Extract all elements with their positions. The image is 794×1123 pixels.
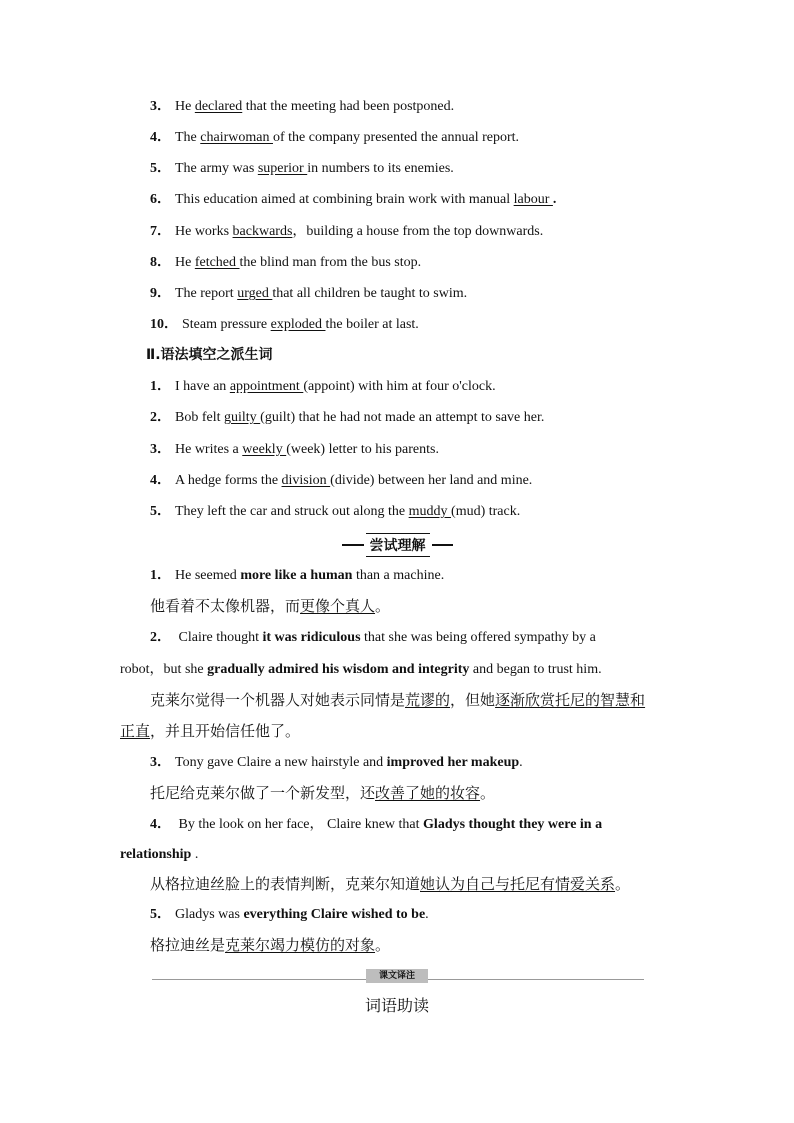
banner-label: 尝试理解 (366, 533, 430, 557)
try-sentence-4b: relationship . (120, 847, 199, 862)
vocab-line-8: 8． He fetched the blind man from the bus stop. (150, 255, 422, 270)
answer-blank: chairwoman (200, 130, 273, 145)
vocab-line-6: 6． This education aimed at combining brain work with manual labour . (150, 192, 557, 207)
try-sentence-4a: 4． By the look on her face， Claire knew that Gladys thought they were in a (150, 817, 603, 832)
vocab-line-3: 3． He declared that the meeting had been postponed. (150, 99, 455, 114)
item-number: 5． (150, 161, 171, 176)
answer-blank: backwards (232, 224, 293, 239)
banner-rule-right (432, 544, 454, 546)
answer-blank: appointment (229, 379, 304, 394)
answer-blank: labour (513, 192, 553, 207)
grammar-line-5: 5． They left the car and struck out along the muddy (mud) track. (150, 504, 521, 519)
answer-blank: fetched (194, 255, 240, 270)
answer-blank: muddy (408, 504, 452, 519)
answer-blank: weekly (242, 442, 287, 457)
item-number: 1． (150, 379, 171, 394)
try-sentence-2b: robot，but she gradually admired his wisdom and integrity and began to trust him. (120, 662, 602, 677)
item-number: 4． (150, 130, 171, 145)
banner-rule-left (342, 544, 364, 546)
try-sentence-3: 3． Tony gave Claire a new hairstyle and improved her makeup. (150, 755, 523, 770)
item-number: 8． (150, 255, 171, 270)
try-translation-3: 托尼给克莱尔做了一个新发型，还改善了她的妆容。 (150, 784, 496, 802)
try-sentence-1: 1． He seemed more like a human than a machine. (150, 568, 445, 583)
try-translation-5: 格拉迪丝是克莱尔竭力模仿的对象。 (150, 936, 391, 954)
try-translation-2b: 正直，并且开始信任他了。 (120, 722, 301, 740)
try-understand-banner (340, 534, 455, 556)
item-number: 3． (150, 442, 171, 457)
try-sentence-2a: 2． Claire thought it was ridiculous that she was being offered sympathy by a (150, 630, 596, 645)
item-number: 3． (150, 99, 171, 114)
item-number: 2． (150, 410, 171, 425)
vocab-line-10: 10． Steam pressure exploded the boiler at last. (150, 317, 419, 332)
section-heading-grammar: Ⅱ.语法填空之派生词 (146, 347, 273, 363)
item-number: 9． (150, 286, 171, 301)
section-title: 词语助读 (364, 996, 429, 1015)
vocab-line-5: 5． The army was superior in numbers to its enemies. (150, 161, 454, 176)
try-translation-1: 他看着不太像机器，而更像个真人。 (150, 597, 391, 615)
try-translation-2a: 克莱尔觉得一个机器人对她表示同情是荒谬的，但她逐渐欣赏托尼的智慧和 (150, 691, 646, 709)
answer-blank: urged (237, 286, 273, 301)
answer-blank: declared (194, 99, 243, 114)
grammar-line-1: 1． I have an appointment (appoint) with him at four o'clock. (150, 379, 496, 394)
item-number: 5． (150, 504, 171, 519)
section-label: 课文译注 (366, 969, 428, 983)
answer-blank: division (281, 473, 331, 488)
answer-blank: superior (257, 161, 308, 176)
answer-blank: guilty (224, 410, 261, 425)
try-sentence-5: 5． Gladys was everything Claire wished to be. (150, 907, 429, 922)
item-number: 6． (150, 192, 171, 207)
vocab-line-4: 4． The chairwoman of the company presented the annual report. (150, 130, 520, 145)
grammar-line-4: 4． A hedge forms the division (divide) between her land and mine. (150, 473, 533, 488)
item-number: 4． (150, 473, 171, 488)
grammar-line-2: 2． Bob felt guilty (guilt) that he had not made an attempt to save her. (150, 410, 545, 425)
item-number: 10． (150, 317, 178, 332)
item-number: 7． (150, 224, 171, 239)
answer-blank: exploded (270, 317, 326, 332)
vocab-line-7: 7． He works backwards，building a house from the top downwards. (150, 224, 544, 239)
vocab-line-9: 9． The report urged that all children be taught to swim. (150, 286, 468, 301)
grammar-line-3: 3． He writes a weekly (week) letter to his parents. (150, 442, 439, 457)
try-translation-4: 从格拉迪丝脸上的表情判断，克莱尔知道她认为自己与托尼有情爱关系。 (150, 875, 631, 893)
